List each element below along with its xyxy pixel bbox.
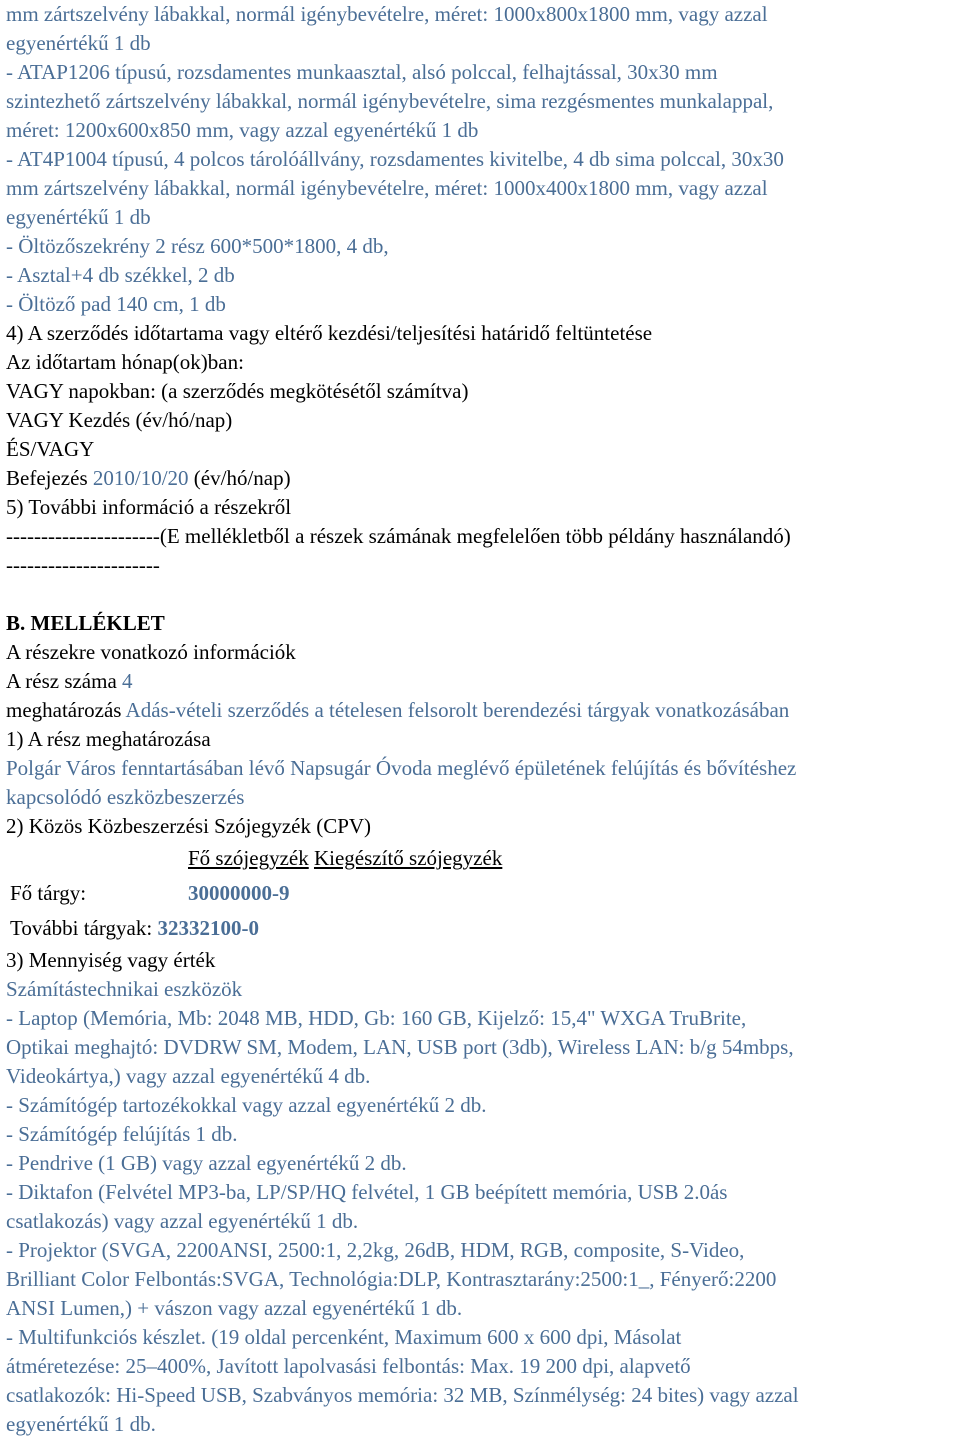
annex-subtitle: A részekre vonatkozó információk	[6, 640, 296, 664]
list-line: - Öltöző pad 140 cm, 1 db	[6, 292, 226, 316]
end-unit: (év/hó/nap)	[193, 466, 291, 490]
cpv-other-code: 32332100-0	[157, 916, 259, 940]
list-line: - Laptop (Memória, Mb: 2048 MB, HDD, Gb: 160 GB, Kijelző: 15,4" WXGA TruBrite,	[6, 1006, 747, 1030]
equipment-list	[6, 0, 956, 319]
cpv-heading: 2) Közös Közbeszerzési Szójegyzék (CPV)	[6, 814, 372, 838]
further-note: ----------------------(E mellékletből a részek számának megfelelően több példány használandó)	[6, 524, 791, 548]
list-line: - Projektor (SVGA, 2200ANSI, 2500:1, 2,2kg, 26dB, HDM, RGB, composite, S-Video,	[6, 1238, 745, 1262]
end-date: 2010/10/20	[92, 466, 189, 490]
list-line: - Pendrive (1 GB) vagy azzal egyenértékű 2 db.	[6, 1151, 407, 1175]
cpv-main-code: 30000000-9	[188, 881, 290, 905]
cpv-main-row	[6, 876, 956, 911]
list-line: egyenértékű 1 db	[6, 31, 151, 55]
list-line: méret: 1200x600x850 mm, vagy azzal egyenértékű 1 db	[6, 118, 479, 142]
cpv-main-head: Fő szójegyzék	[188, 846, 309, 870]
blank-spacer	[6, 580, 956, 609]
cpv-other-row	[6, 911, 956, 946]
definition-value: Adás-vételi szerződés a tételesen felsorolt berendezési tárgyak vonatkozásában	[125, 698, 790, 722]
duration-months: Az időtartam hónap(ok)ban:	[6, 350, 244, 374]
list-line: Optikai meghajtó: DVDRW SM, Modem, LAN, USB port (3db), Wireless LAN: b/g 54mbps,	[6, 1035, 794, 1059]
list-line: - Számítógép tartozékokkal vagy azzal egyenértékű 2 db.	[6, 1093, 487, 1117]
duration-days: VAGY napokban: (a szerződés megkötésétől számítva)	[6, 379, 469, 403]
further-heading: 5) További információ a részekről	[6, 495, 292, 519]
cpv-table-header	[6, 841, 956, 876]
part-number-value: 4	[122, 669, 133, 693]
cpv-main-label: Fő tárgy:	[10, 881, 87, 905]
list-line: szintezhető zártszelvény lábakkal, normál igénybevételre, sima rezgésmentes munkalappal,	[6, 89, 774, 113]
it-equipment-list	[6, 1004, 956, 1439]
list-line: - Számítógép felújítás 1 db.	[6, 1122, 238, 1146]
further-dashes: ----------------------	[6, 553, 160, 577]
part-definition-text: Polgár Város fenntartásában lévő Napsugár Óvoda meglévő épületének felújítás és bővítéshez	[6, 756, 797, 780]
duration-end	[6, 464, 956, 493]
list-line: Videokártya,) vagy azzal egyenértékű 4 db.	[6, 1064, 371, 1088]
duration-start: VAGY Kezdés (év/hó/nap)	[6, 408, 233, 432]
list-line: - Öltözőszekrény 2 rész 600*500*1800, 4 db,	[6, 234, 389, 258]
list-line: - AT4P1004 típusú, 4 polcos tárolóállvány, rozsdamentes kivitelbe, 4 db sima polccal, 30x30	[6, 147, 784, 171]
definition-label: meghatározás	[6, 698, 122, 722]
list-line: csatlakozók: Hi-Speed USB, Szabványos memória: 32 MB, Színmélység: 24 bites) vagy azzal	[6, 1383, 799, 1407]
list-line: egyenértékű 1 db.	[6, 1412, 156, 1436]
duration-heading: 4) A szerződés időtartama vagy eltérő kezdési/teljesítési határidő feltüntetése	[6, 321, 653, 345]
list-line: Brilliant Color Felbontás:SVGA, Technológia:DLP, Kontrasztarány:2500:1_, Fényerő:2200	[6, 1267, 777, 1291]
part-number-row	[6, 667, 956, 696]
part-number-label: A rész száma	[6, 669, 117, 693]
list-line: - Multifunkciós készlet. (19 oldal percenként, Maximum 600 x 600 dpi, Másolat	[6, 1325, 682, 1349]
list-line: egyenértékű 1 db	[6, 205, 151, 229]
document-page	[6, 0, 956, 1439]
cpv-extra-head: Kiegészítő szójegyzék	[313, 846, 503, 870]
list-line: átméretezése: 25–400%, Javított lapolvasási felbontás: Max. 19 200 dpi, alapvető	[6, 1354, 691, 1378]
duration-and-or: ÉS/VAGY	[6, 437, 95, 461]
annex-title: B. MELLÉKLET	[6, 611, 165, 635]
list-line: - ATAP1206 típusú, rozsdamentes munkaasztal, alsó polccal, felhajtással, 30x30 mm	[6, 60, 718, 84]
list-line: mm zártszelvény lábakkal, normál igénybevételre, méret: 1000x400x1800 mm, vagy azzal	[6, 176, 768, 200]
cpv-other-label: További tárgyak:	[10, 916, 153, 940]
list-line: mm zártszelvény lábakkal, normál igénybevételre, méret: 1000x800x1800 mm, vagy azzal	[6, 2, 768, 26]
part-definition-text: kapcsolódó eszközbeszerzés	[6, 785, 245, 809]
list-line: - Asztal+4 db székkel, 2 db	[6, 263, 235, 287]
list-line: ANSI Lumen,) + vászon vagy azzal egyenértékű 1 db.	[6, 1296, 463, 1320]
list-line: csatlakozás) vagy azzal egyenértékű 1 db.	[6, 1209, 359, 1233]
quantity-category: Számítástechnikai eszközök	[6, 977, 243, 1001]
definition-row	[6, 696, 956, 725]
end-label: Befejezés	[6, 466, 88, 490]
part-definition-heading: 1) A rész meghatározása	[6, 727, 211, 751]
list-line: - Diktafon (Felvétel MP3-ba, LP/SP/HQ felvétel, 1 GB beépített memória, USB 2.0ás	[6, 1180, 728, 1204]
quantity-heading: 3) Mennyiség vagy érték	[6, 948, 216, 972]
